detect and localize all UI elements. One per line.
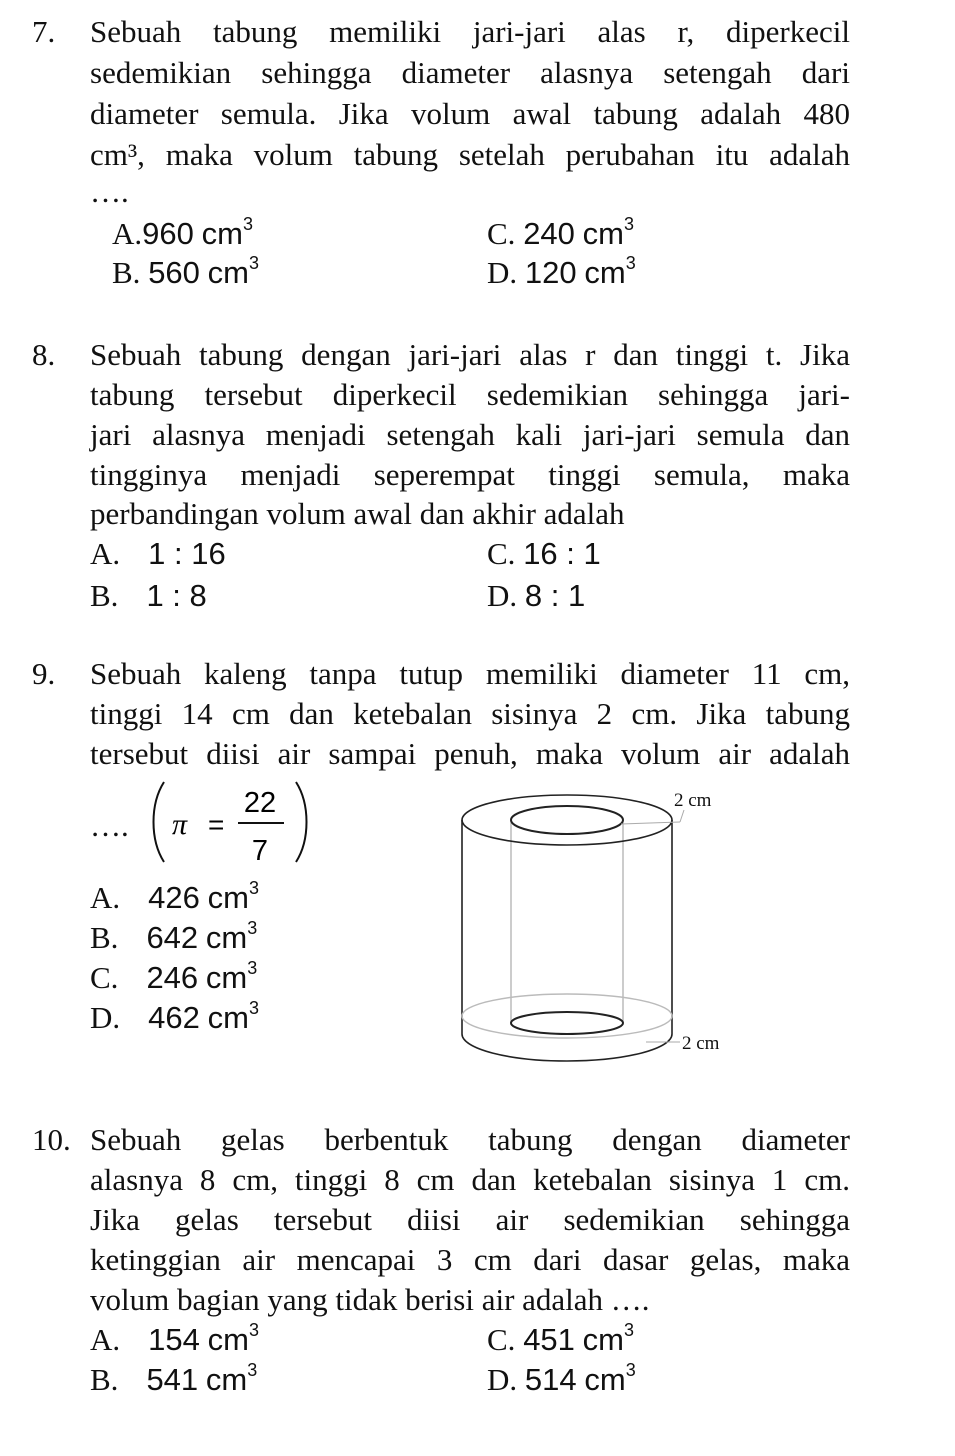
top-outer-rim bbox=[462, 795, 672, 845]
question-8-text-line: Sebuah tabung dengan jari-jari alas r dan tinggi t. Jika bbox=[90, 337, 850, 372]
option-a[interactable]: A. 1 : 16 bbox=[90, 536, 226, 571]
option-a[interactable]: A. 154 $cm^3$ bbox=[90, 1320, 259, 1357]
pi-equals: = bbox=[208, 809, 225, 840]
top-inner-rim bbox=[511, 806, 623, 834]
question-9-text-line: tersebut diisi air sampai penuh, maka volum air adalah bbox=[90, 736, 850, 771]
hollow-cylinder-figure bbox=[448, 778, 738, 1083]
bottom-back-ring bbox=[462, 994, 672, 1038]
option-d[interactable]: D. 514 $cm^3$ bbox=[487, 1360, 636, 1397]
question-9-text-line: tinggi 14 cm dan ketebalan sisinya 2 cm. Jika tabung bbox=[90, 696, 850, 731]
pi-equation bbox=[150, 776, 310, 868]
option-b[interactable]: B. 1 : 8 bbox=[90, 578, 207, 613]
question-10-text-line: Sebuah gelas berbentuk tabung dengan diameter bbox=[90, 1122, 850, 1157]
option-b[interactable]: B. 560 $cm^3$ bbox=[112, 253, 260, 290]
question-10-number: 10. bbox=[32, 1122, 71, 1157]
question-10-text-line: alasnya 8 cm, tinggi 8 cm dan ketebalan sisinya 1 cm. bbox=[90, 1162, 850, 1197]
question-10-text-line: volum bagian yang tidak berisi air adalah …. bbox=[90, 1282, 650, 1317]
question-7-text-line: …. bbox=[90, 174, 129, 209]
question-7-text-line: sedemikian sehingga diameter alasnya setengah dari bbox=[90, 55, 850, 90]
bottom-inner-base bbox=[511, 1012, 623, 1034]
pi-numerator: 22 bbox=[243, 787, 277, 819]
question-8-text-line: perbandingan volum awal dan akhir adalah bbox=[90, 496, 625, 531]
question-7-text-line: cm³, maka volum tabung setelah perubahan itu adalah bbox=[90, 137, 850, 172]
option-c[interactable]: C. 246 $cm^3$ bbox=[90, 958, 258, 995]
option-c[interactable]: C. 240 $cm^3$ bbox=[487, 214, 635, 251]
question-7-text-line: Sebuah tabung memiliki jari-jari alas r, diperkecil bbox=[90, 14, 850, 49]
option-a[interactable]: A.960 $cm^3$ bbox=[112, 214, 253, 251]
option-d[interactable]: D. 462 $cm^3$ bbox=[90, 998, 259, 1035]
option-d[interactable]: D. 8 : 1 bbox=[487, 578, 586, 613]
pi-denominator: 7 bbox=[251, 835, 269, 867]
label-thickness-bottom: 2 cm bbox=[682, 1033, 720, 1054]
question-9-text-line: Sebuah kaleng tanpa tutup memiliki diameter 11 cm, bbox=[90, 656, 850, 691]
question-9-text-line: …. bbox=[90, 808, 129, 843]
question-8-number: 8. bbox=[32, 337, 56, 372]
question-10-text-line: ketinggian air mencapai 3 cm dari dasar gelas, maka bbox=[90, 1242, 850, 1277]
question-9-number: 9. bbox=[32, 656, 56, 691]
pi-symbol: π bbox=[172, 808, 188, 841]
question-10-text-line: Jika gelas tersebut diisi air sedemikian sehingga bbox=[90, 1202, 850, 1237]
option-d[interactable]: D. 120 $cm^3$ bbox=[487, 253, 636, 290]
option-b[interactable]: B. 642 $cm^3$ bbox=[90, 918, 258, 955]
question-8-text-line: tabung tersebut diperkecil sedemikian sehingga jari- bbox=[90, 377, 850, 412]
option-b[interactable]: B. 541 $cm^3$ bbox=[90, 1360, 258, 1397]
option-c[interactable]: C. 16 : 1 bbox=[487, 536, 601, 571]
question-8-text-line: tingginya menjadi seperempat tinggi semula, maka bbox=[90, 457, 850, 492]
label-thickness-top: 2 cm bbox=[674, 790, 712, 811]
option-c[interactable]: C. 451 $cm^3$ bbox=[487, 1320, 635, 1357]
question-7-number: 7. bbox=[32, 14, 56, 49]
question-7-text-line: diameter semula. Jika volum awal tabung adalah 480 bbox=[90, 96, 850, 131]
question-8-text-line: jari alasnya menjadi setengah kali jari-jari semula dan bbox=[90, 417, 850, 452]
option-a[interactable]: A. 426 $cm^3$ bbox=[90, 878, 259, 915]
